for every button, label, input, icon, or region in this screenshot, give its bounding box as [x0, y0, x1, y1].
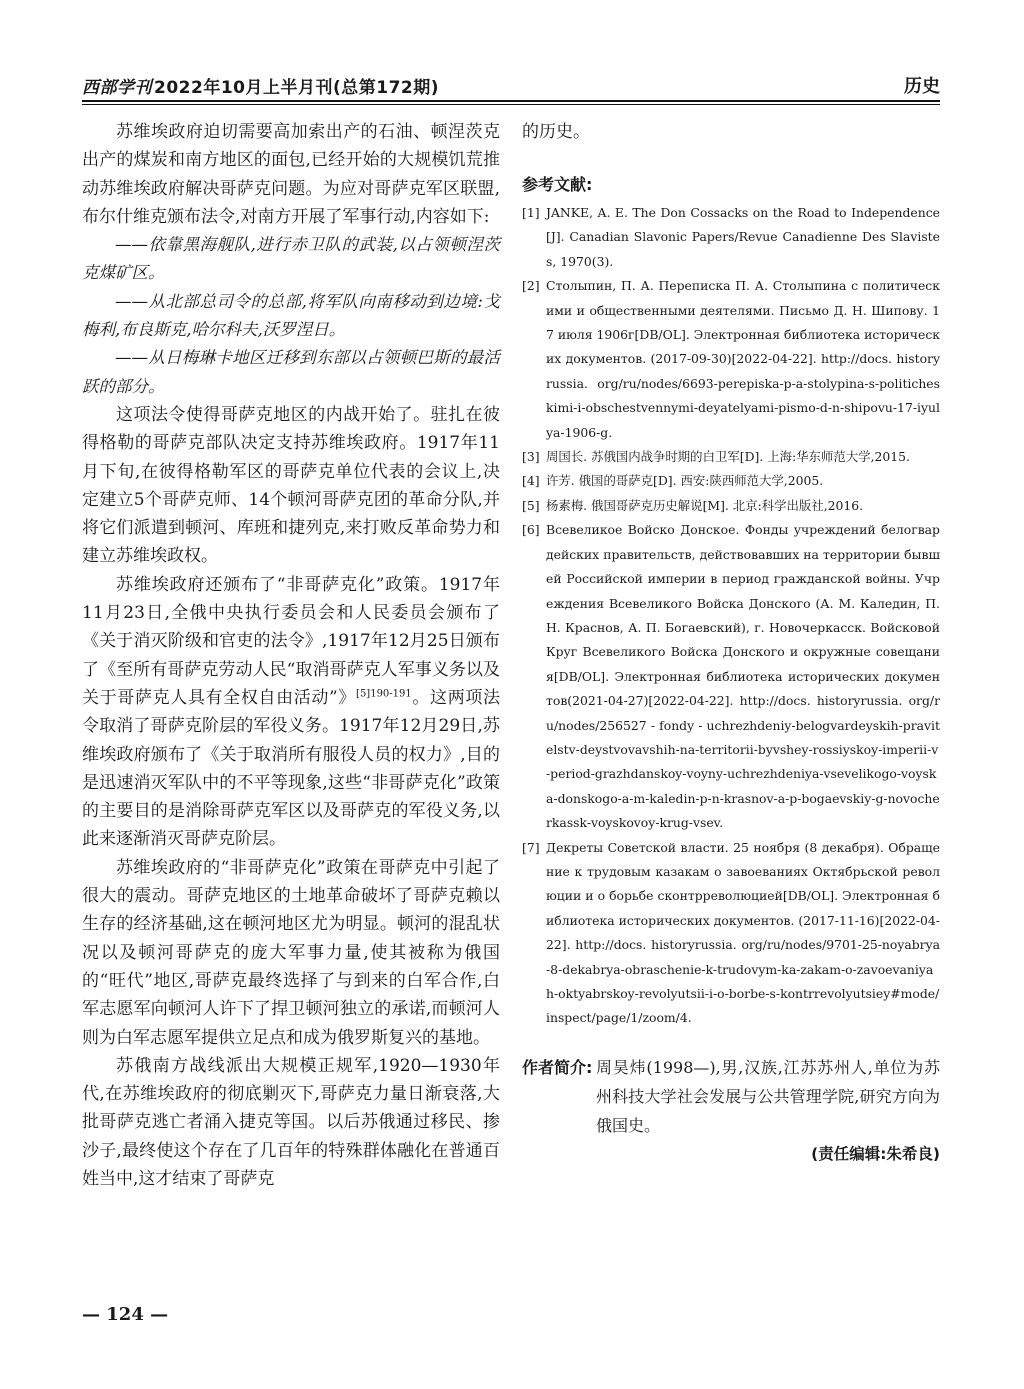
reference-item	[522, 518, 940, 835]
reference-text: 许芳. 俄国的哥萨克[D]. 西安:陕西师范大学,2005.	[546, 473, 824, 489]
paragraph-6-text-b: 。这两项法令取消了哥萨克阶层的军役义务。1917年12月29日,苏维埃政府颁布了《关于取消所有服役人员的权力》,目的是迅速消灭军队中的不平等现象,这些“非哥萨克化”政策的主要目的是消除哥萨克军区以及哥萨克的军役义务,以此来逐渐消灭哥萨克阶层。	[82, 687, 500, 850]
reference-number: [1]	[522, 205, 540, 220]
author-bio-label: 作者简介:	[522, 1057, 593, 1077]
reference-text: Столыпин, П. А. Переписка П. А. Столыпина с политическими и общественными деятелями. Письмо Д. Н. Шипову. 17 июля 1906г[DB/OL]. Электронная библиотека исторических документов. (2017-09-30)[2022-04-22]. http://docs. historyrussia. org/ru/nodes/6693-perepiska-p-a-stolypina-s-politicheskimi-i-obschestvennymi-deyatelyami-pismo-d-n-shipovu-17-iyulya-1906-g.	[546, 278, 940, 440]
reference-item	[522, 201, 940, 274]
reference-number: [2]	[522, 278, 540, 294]
author-bio	[522, 1053, 940, 1140]
reference-item	[522, 836, 940, 1031]
reference-item	[522, 494, 940, 518]
reference-text: 周国长. 苏俄国内战争时期的白卫军[D]. 上海:华东师范大学,2015.	[546, 449, 910, 465]
paragraph-5: 这项法令使得哥萨克地区的内战开始了。驻扎在彼得格勒的哥萨克部队决定支持苏维埃政府。1917年11月下旬,在彼得格勒军区的哥萨克单位代表的会议上,决定建立5个哥萨克师、14个顿河哥萨克团的革命分队,并将它们派遣到顿河、库班和捷列克,来打败反革命势力和建立苏维埃政权。	[82, 404, 500, 567]
reference-text: JANKE, A. E. The Don Cossacks on the Road to Independence [J]. Canadian Slavonic Papers/Revue Canadienne Des Slavistes, 1970(3).	[546, 205, 940, 269]
paragraph-decree-item-2: ——从北部总司令的总部,将军队向南移动到边境:戈梅利,布良斯克,哈尔科夫,沃罗涅日。	[82, 291, 500, 340]
citation-superscript: [5]190-191	[356, 688, 412, 700]
journal-logo: 西部学刊	[82, 78, 152, 98]
left-column	[82, 118, 500, 1193]
paragraph-decree-item-3: ——从日梅琳卡地区迁移到东部以占领顿巴斯的最活跃的部分。	[82, 348, 500, 396]
header-rule-thin	[82, 104, 940, 105]
author-bio-text: 周昊炜(1998—),男,汉族,江苏苏州人,单位为苏州科技大学社会发展与公共管理学院,研究方向为俄国史。	[596, 1057, 940, 1135]
header-rule-thick	[82, 100, 940, 102]
paragraph-1: 苏维埃政府迫切需要高加索出产的石油、顿涅茨克出产的煤炭和南方地区的面包,已经开始的大规模饥荒推动苏维埃政府解决哥萨克问题。为应对哥萨克军区联盟,布尔什维克颁布法令,对南方开展了军事行动,内容如下:	[82, 122, 500, 227]
responsible-editor: (责任编辑:朱希良)	[811, 1144, 940, 1163]
reference-text: Всевеликое Войско Донское. Фонды учреждений белогвардейских правительств, действовавших на территории бывшей Российской империи в период гражданской войны. Учреждения Всевеликого Войска Донского (А. М. Каледин, П. Н. Краснов, А. П. Богаевский), г. Новочеркасск. Войсковой Круг Всевеликого Войска Донского и окружные совещания[DB/OL]. Электронная библиотека исторических документов(2021-04-27)[2022-04-22]. http://docs. historyrussia. org/ru/nodes/256527 - fondy - uchrezhdeniy-belogvardeyskih-pravitelstv-deystvovavshih-na-territorii-byvshey-rossiyskoy-imperii-v-period-grazhdanskoy-voyny-uchrezhdeniya-vsevelikogo-voyska-donskogo-a-m-kaledin-p-n-krasnov-a-p-bogaevskiy-g-novocherkassk-voyskovoy-krug-vsev.	[546, 522, 940, 831]
references-heading: 参考文献:	[522, 175, 593, 194]
paragraph-8: 苏俄南方战线派出大规模正规军,1920—1930年代,在苏维埃政府的彻底剿灭下,哥萨克力量日渐衰落,大批哥萨克逃亡者涌入捷克等国。以后苏俄通过移民、掺沙子,最终使这个存在了几百年的特殊群体融化在普通百姓当中,这才结束了哥萨克	[82, 1055, 500, 1189]
issue-label: 2022年10月上半月刊(总第172期)	[154, 78, 439, 98]
paragraph-continuation: 的历史。	[522, 122, 590, 142]
right-column	[522, 118, 940, 1164]
reference-text: 杨素梅. 俄国哥萨克历史解说[M]. 北京:科学出版社,2016.	[546, 497, 864, 513]
paragraph-decree-item-1: ——依靠黑海舰队,进行赤卫队的武装,以占领顿涅茨克煤矿区。	[82, 235, 500, 283]
reference-list	[522, 201, 940, 1031]
reference-number: [3]	[522, 449, 540, 465]
reference-number: [5]	[522, 497, 540, 513]
reference-item	[522, 469, 940, 493]
paragraph-6-text-a: 苏维埃政府还颁布了“非哥萨克化”政策。1917年11月23日,全俄中央执行委员会和人民委员会颁布了《关于消灭阶级和官吏的法令》,1917年12月25日颁布了《至所有哥萨克劳动人民“取消哥萨克人军事义务以及关于哥萨克人具有全权自由活动”》	[82, 574, 500, 708]
reference-number: [7]	[522, 839, 540, 855]
running-header	[82, 72, 940, 98]
page-number: — 124 —	[82, 1304, 169, 1325]
paragraph-7: 苏维埃政府的“非哥萨克化”政策在哥萨克中引起了很大的震动。哥萨克地区的土地革命破坏了哥萨克赖以生存的经济基础,这在顿河地区尤为明显。顿河的混乱状况以及顿河哥萨克的庞大军事力量,使其被称为俄国的“旺代”地区,哥萨克最终选择了与到来的白军合作,白军志愿军向顿河人许下了捍卫顿河独立的承诺,而顿河人则为白军志愿军提供立足点和成为俄罗斯复兴的基地。	[82, 857, 500, 1048]
reference-text: Декреты Советской власти. 25 ноября (8 декабря). Обращение к трудовым казакам о завоеваниях Октябрьской революции и о борьбе сконтрреволюцией[DB/OL]. Электронная библиотека исторических документов. (2017-11-16)[2022-04-22]. http://docs. historyrussia. org/ru/nodes/9701-25-noyabrya-8-dekabrya-obraschenie-k-trudovym-ka-zakam-o-zavoevaniyah-oktyabrskoy-revolyutsii-i-o-borbe-s-kontrrevolyutsiey#mode/inspect/page/1/zoom/4.	[546, 839, 940, 1026]
reference-number: [6]	[522, 522, 540, 538]
paragraph-6	[82, 571, 500, 854]
reference-item	[522, 445, 940, 469]
section-label: 历史	[904, 76, 940, 97]
reference-number: [4]	[522, 473, 540, 489]
journal-issue-line	[82, 73, 439, 98]
reference-item	[522, 274, 940, 445]
